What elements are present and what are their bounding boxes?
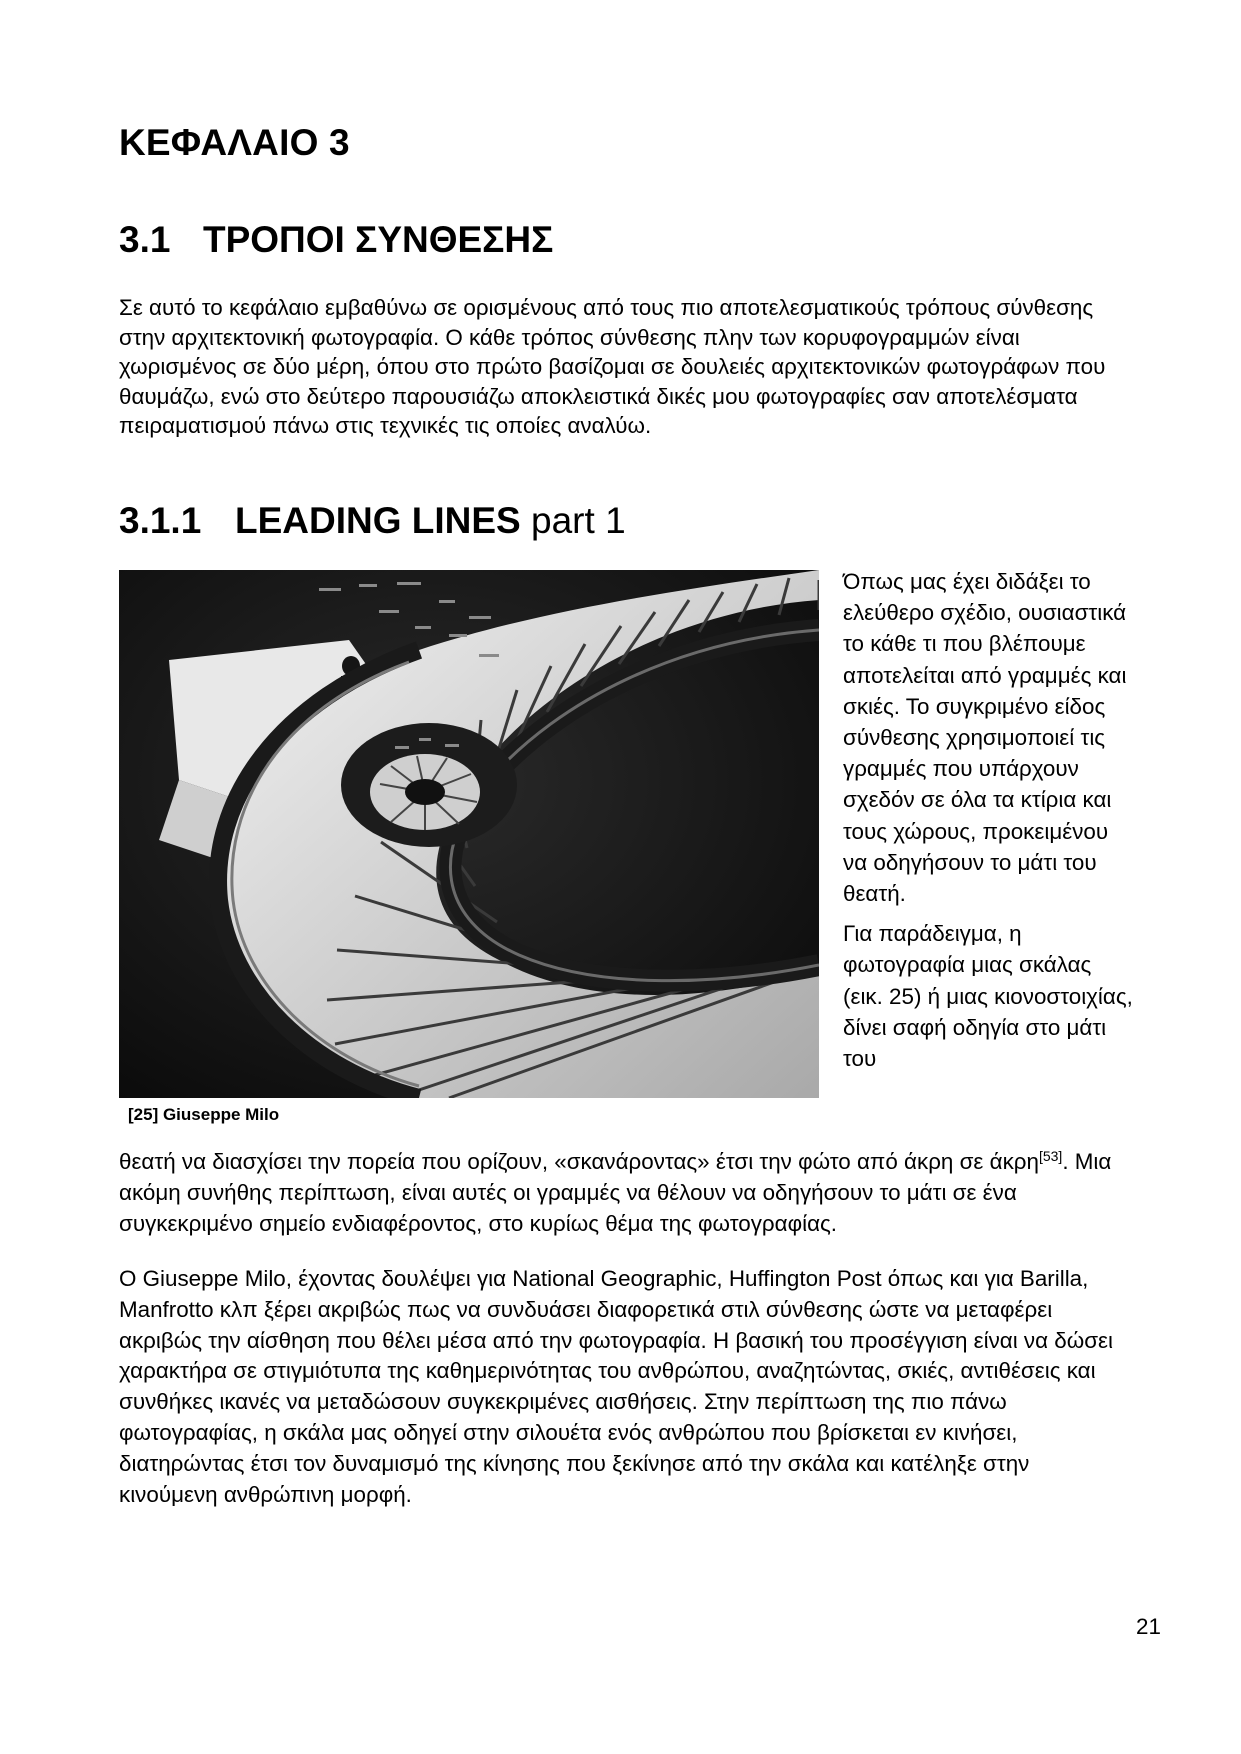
subsection-number: 3.1.1: [119, 500, 202, 541]
subsection-title-suffix: part 1: [520, 500, 626, 541]
page-number: 21: [1136, 1614, 1161, 1639]
photographer-paragraph: Ο Giuseppe Milo, έχοντας δουλέψει για National Geographic, Huffington Post όπως και για Barilla, Manfrotto κλπ ξέρει ακριβώς πως να συνδυάσει διαφορετικά στιλ σύνθεσης ώστε να μεταφέρει ακριβώς την αίσθηση που θέλει μέσα από την φωτογραφία. Η βασική του προσέγγιση είναι να δώσει χαρακτήρα σε στιγμιότυπα της καθημερινότητας του ανθρώπου, αναζητώντας, σκιές, αντιθέσεις και συνθήκες ικανές να μεταδώσουν συγκεκριμένες αισθήσεις. Στην περίπτωση της πιο πάνω φωτογραφίας, η σκάλα μας οδηγεί στην σιλουέτα ενός ανθρώπου που βρίσκεται εν κινήσει, διατηρώντας έτσι τον δυναμισμό της κίνησης που ξεκίνησε από την σκάλα και κατέληξε στην κινούμενη ανθρώπινη μορφή.: [119, 1266, 1113, 1507]
section-title: ΤΡΟΠΟΙ ΣΥΝΘΕΣΗΣ: [203, 219, 554, 260]
continued-text-start: θεατή να διασχίσει την πορεία που ορίζουν, «σκανάροντας» έτσι την φώτο από άκρη σε άκρη: [119, 1149, 1039, 1174]
subsection-heading: [119, 500, 626, 542]
staircase-illustration: [119, 570, 819, 1098]
section-heading: [119, 219, 553, 261]
chapter-title: ΚΕΦΑΛΑΙΟ 3: [119, 122, 350, 163]
intro-paragraph: Σε αυτό το κεφάλαιο εμβαθύνω σε ορισμένους από τους πιο αποτελεσματικούς τρόπους σύνθεσης στην αρχιτεκτονική φωτογραφία. Ο κάθε τρόπος σύνθεσης πλην των κορυφογραμμών είναι χωρισμένος σε δύο μέρη, όπου στο πρώτο βασίζομαι σε δουλειές αρχιτεκτονικών φωτογράφων που θαυμάζω, ενώ στο δεύτερο παρουσιάζω αποκλειστικά δικές μου φωτογραφίες σαν αποτελέσματα πειραματισμού πάνω στις τεχνικές τις οποίες αναλύω.: [119, 295, 1106, 439]
side-paragraph-2: Για παράδειγμα, η φωτογραφία μιας σκάλας (εικ. 25) ή μιας κιονοστοιχίας, δίνει σαφή οδηγία στο μάτι του: [843, 921, 1133, 1072]
continued-paragraph: [119, 1147, 1134, 1239]
side-paragraph-1: Όπως μας έχει διδάξει το ελεύθερο σχέδιο, ουσιαστικά το κάθε τι που βλέπουμε αποτελείται από γραμμές και σκιές. Το συγκριμένο είδος σύνθεσης χρησιμοποιεί τις γραμμές που υπάρχουν σχεδόν σε όλα τα κτίρια και τους χώρους, προκειμένου να οδηγήσουν το μάτι του θεατή.: [843, 569, 1127, 907]
figure-caption: [25] Giuseppe Milo: [128, 1105, 280, 1124]
subsection-title: LEADING LINES: [235, 500, 521, 541]
spiral-staircase-photo: [119, 570, 819, 1098]
side-column-text: [843, 566, 1133, 1083]
section-number: 3.1: [119, 219, 171, 260]
reference-superscript: [53]: [1038, 1148, 1063, 1164]
continued-text-end: . Μια ακόμη συνήθης περίπτωση, είναι αυτές οι γραμμές να θέλουν να οδηγήσουν το μάτι σε ένα συγκεκριμένο σημείο ενδιαφέροντος, στο κυρίως θέμα της φωτογραφίας.: [119, 1149, 1112, 1236]
